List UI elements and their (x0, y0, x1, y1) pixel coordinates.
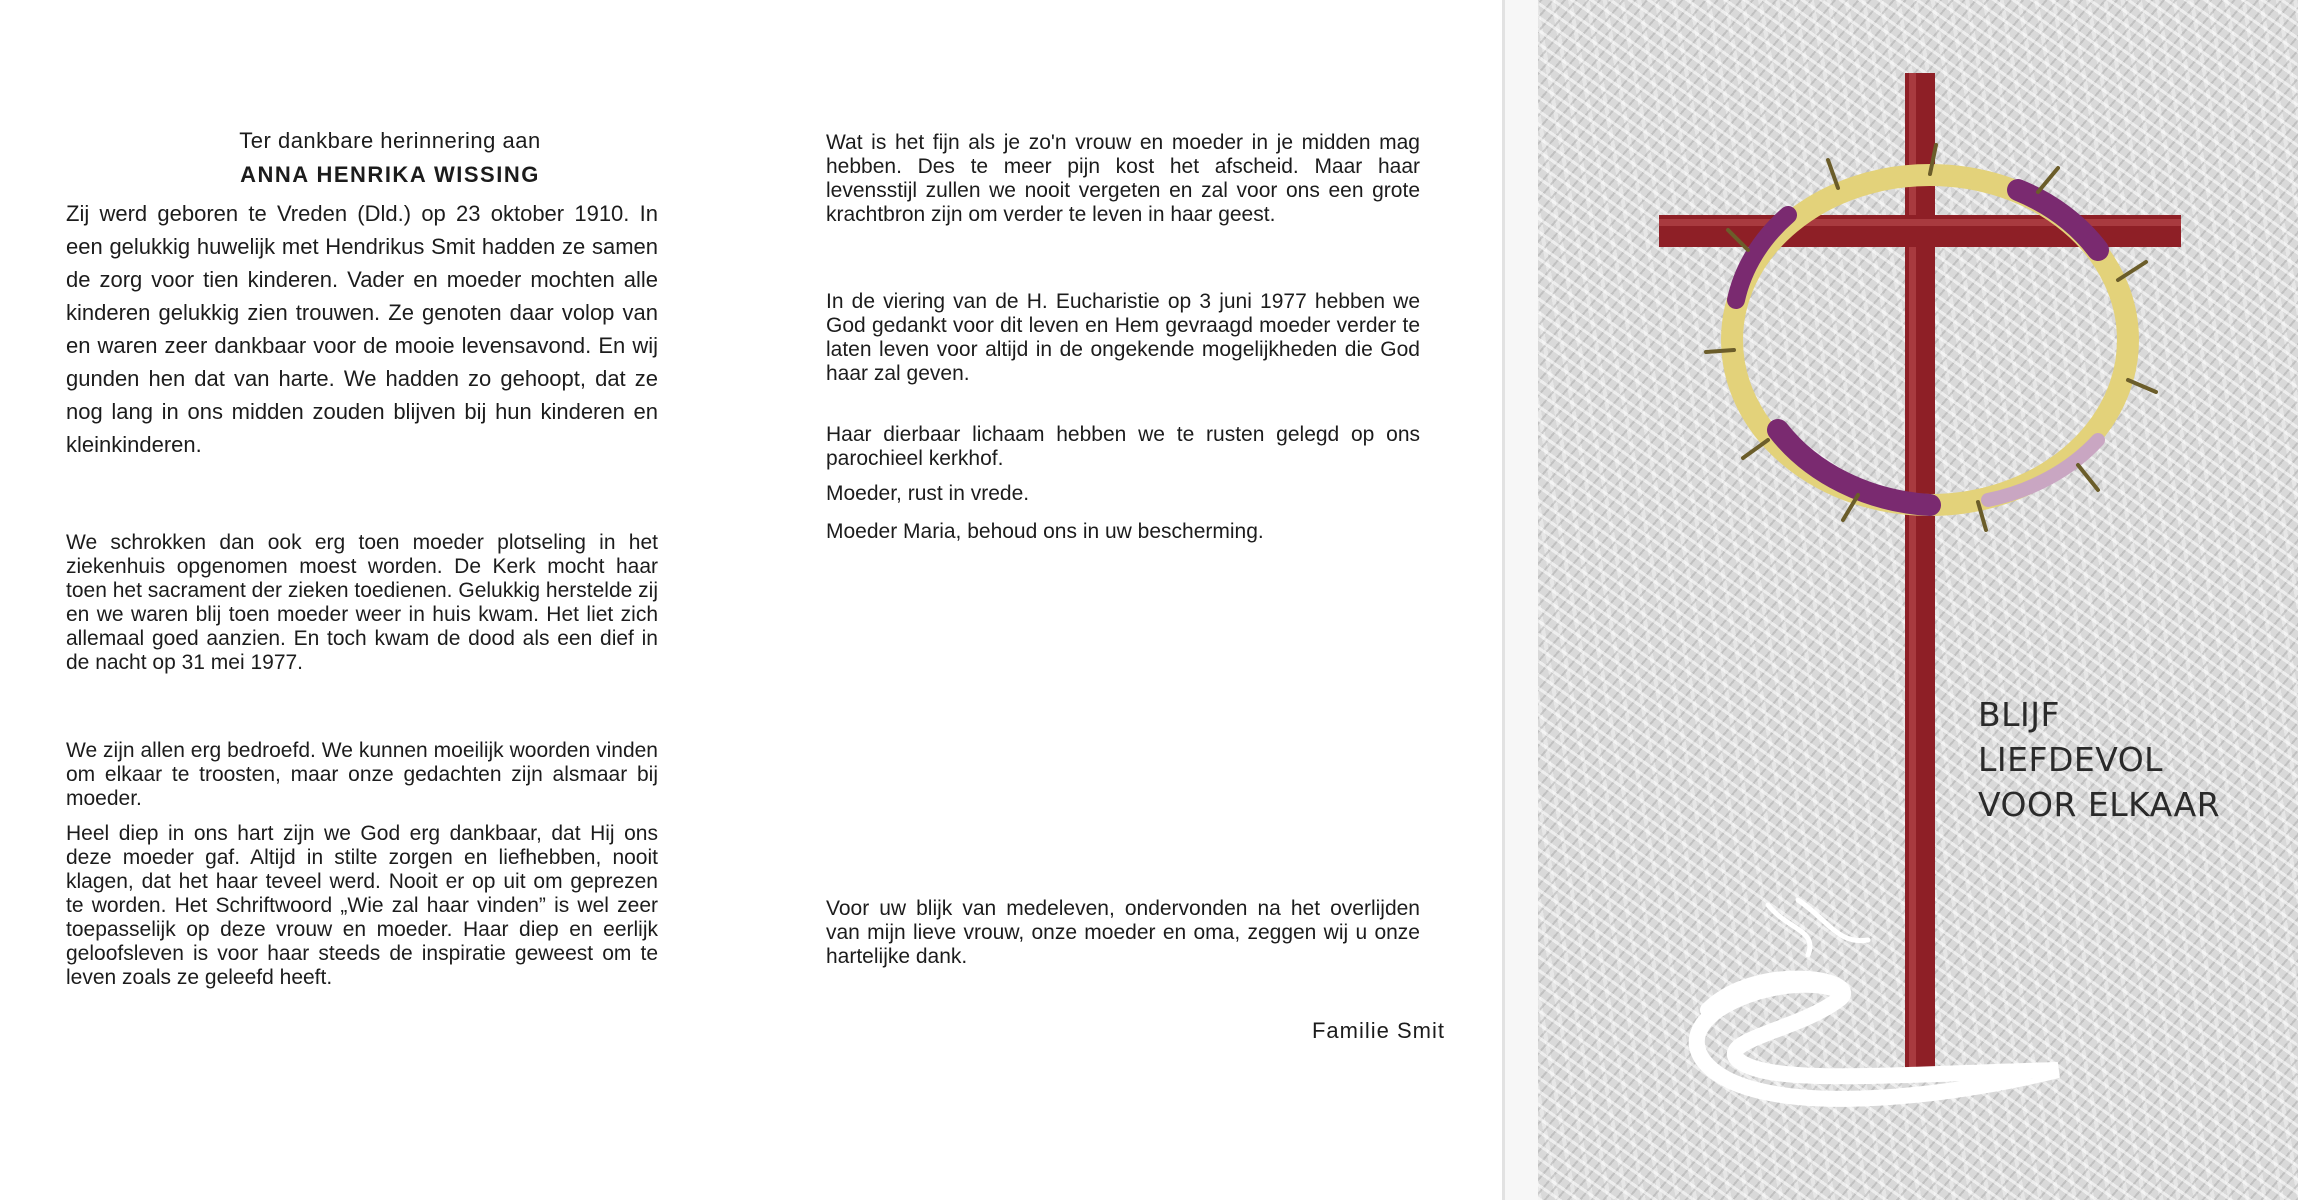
grief-paragraph: We zijn allen erg bedroefd. We kunnen moeilijk woorden vinden om elkaar te troosten, maar onze gedachten zijn alsmaar bij moeder. (66, 739, 658, 810)
motto-line: VOOR ELKAAR (1978, 785, 2221, 824)
cover-edge (1505, 0, 1538, 1200)
left-page (0, 0, 740, 1200)
rest-in-peace-line: Moeder, rust in vrede. (826, 482, 1030, 505)
snake-icon (1697, 900, 2058, 1099)
middle-page (740, 0, 1505, 1200)
family-signature: Familie Smit (1311, 1018, 1445, 1043)
illness-paragraph: We schrokken dan ook erg toen moeder plotseling in het ziekenhuis opgenomen moest worden. De Kerk mocht haar toen het sacrament der zieken toedienen. Gelukkig herstelde zij en we waren blij toen moeder weer in huis kwam. Het liet zich allemaal goed aanzien. En toch kwam de dood als een dief in de nacht op 31 mei 1977. (66, 531, 658, 674)
deceased-name: ANNA HENRIKA WISSING (240, 162, 540, 187)
thanks-paragraph: Voor uw blijk van medeleven, ondervonden na het overlijden van mijn lieve vrouw, onze moeder en oma, zeggen wij u onze hartelijke dank. (826, 897, 1420, 968)
memorial-heading: Ter dankbare herinnering aan (239, 128, 541, 153)
prayer-line: Moeder Maria, behoud ons in uw bescherming. (826, 520, 1264, 543)
motto-line: BLIJF (1978, 695, 2060, 734)
faith-paragraph: Heel diep in ons hart zijn we God erg dankbaar, dat Hij ons deze moeder gaf. Altijd in stilte zorgen en liefhebben, nooit klagen, dat het haar teveel werd. Nooit er op uit om geprezen te worden. Het Schriftwoord „Wie zal haar vinden” is wel zeer toepasselijk op deze vrouw en moeder. Haar diep en eerlijk geloofsleven is voor haar steeds de inspiratie geweest om te leven zoals ze geleefd heeft. (66, 822, 658, 989)
cover-artwork (1538, 0, 2298, 1200)
biography-paragraph: Zij werd geboren te Vreden (Dld.) op 23 oktober 1910. In een gelukkig huwelijk met Hendrikus Smit hadden ze samen de zorg voor tien kinderen. Vader en moeder mochten alle kinderen gelukkig zien trouwen. Ze genoten daar volop van en waren zeer dankbaar voor de mooie levensavond. En wij gunden hen dat van harte. We hadden zo gehoopt, dat ze nog lang in ons midden zouden blijven bij hun kinderen en kleinkinderen. (66, 201, 658, 457)
eucharist-paragraph: In de viering van de H. Eucharistie op 3 juni 1977 hebben we God gedankt voor dit leven en Hem gevraagd moeder verder te laten leven voor altijd in de ongekende mogelijkheden die God haar zal geven. (826, 290, 1420, 385)
farewell-paragraph: Wat is het fijn als je zo'n vrouw en moeder in je midden mag hebben. Des te meer pijn kost het afscheid. Maar haar levensstijl zullen we nooit vergeten en zal voor ons een grote krachtbron zijn om verder te leven in haar geest. (826, 131, 1420, 226)
cover-motto (1978, 692, 2220, 827)
burial-paragraph: Haar dierbaar lichaam hebben we te rusten gelegd op ons parochieel kerkhof. (826, 423, 1420, 470)
motto-line: LIEFDEVOL (1978, 740, 2164, 779)
cross-icon (1659, 73, 2181, 1073)
cover-page (1538, 0, 2298, 1200)
